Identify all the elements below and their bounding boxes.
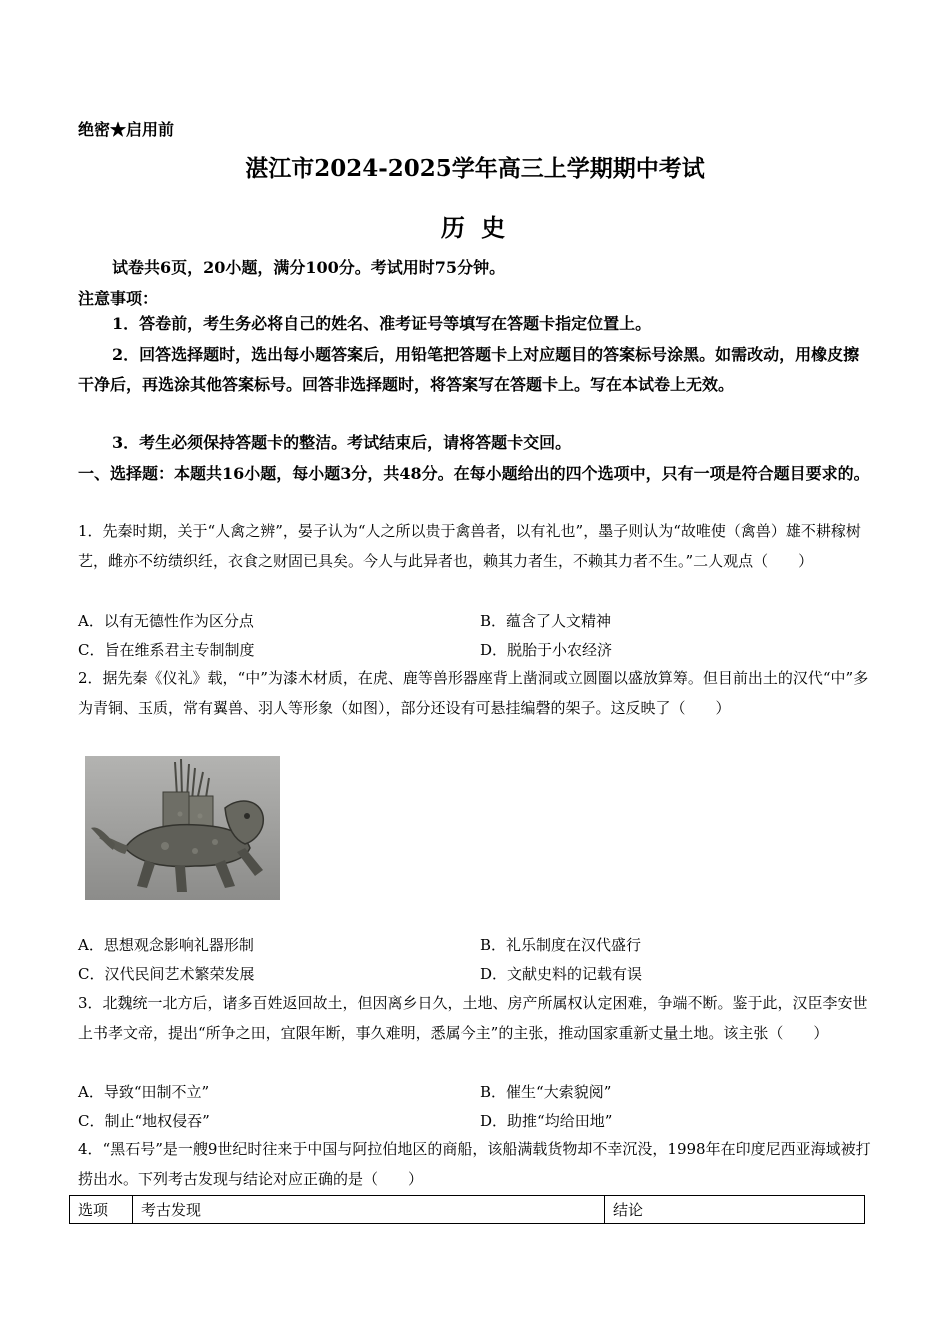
- bronze-beast-artifact-image: [85, 756, 280, 900]
- q3-option-a: A．导致“田制不立”: [78, 1083, 210, 1101]
- exam-title: 湛江市2024-2025学年高三上学期期中考试: [245, 155, 705, 182]
- q1-option-c: C．旨在维系君主专制制度: [78, 641, 255, 659]
- q2-option-d: D．文献史料的记载有误: [480, 965, 643, 983]
- q3-option-c: C．制止“地权侵吞”: [78, 1112, 210, 1130]
- confidential-label: 绝密★启用前: [78, 120, 175, 139]
- subject-title: 历 史: [440, 213, 510, 242]
- q2-option-a: A．思想观念影响礼器形制: [78, 936, 254, 954]
- note-2: 2．回答选择题时，选出每小题答案后，用铅笔把答题卡上对应题目的答案标号涂黑。如需改动，用橡皮擦干净后，再选涂其他答案标号。回答非选择题时，将答案写在答题卡上。写在本试卷上无效。: [78, 345, 860, 394]
- q1-option-a: A．以有无德性作为区分点: [78, 612, 254, 630]
- q1-option-d: D．脱胎于小农经济: [480, 641, 613, 659]
- q2-option-b: B．礼乐制度在汉代盛行: [480, 936, 642, 954]
- note-1: 1．答卷前，考生务必将自己的姓名、准考证号等填写在答题卡指定位置上。: [112, 314, 652, 333]
- question-4-stem: 4．“黑石号”是一艘9世纪时往来于中国与阿拉伯地区的商船，该船满载货物却不幸沉没，1998年在印度尼西亚海域被打捞出水。下列考古发现与结论对应正确的是（ ）: [78, 1140, 871, 1188]
- table-header-discovery: 考古发现: [133, 1196, 605, 1224]
- question-2-stem: 2．据先秦《仪礼》载，“中”为漆木材质，在虎、鹿等兽形器座背上凿洞或立圆圈以盛放算筹。但目前出土的汉代“中”多为青铜、玉质，常有翼兽、羽人等形象（如图），部分还设有可悬挂编磬的架子。这反映了（ ）: [78, 669, 869, 717]
- q3-option-d: D．助推“均给田地”: [480, 1112, 613, 1130]
- bronze-beast-artifact-icon: [85, 756, 280, 900]
- note-3: 3．考生必须保持答题卡的整洁。考试结束后，请将答题卡交回。: [112, 433, 572, 452]
- notice-label: 注意事项：: [78, 289, 159, 308]
- table-header-row: [70, 1196, 865, 1224]
- q2-option-c: C．汉代民间艺术繁荣发展: [78, 965, 255, 983]
- answer-table: [69, 1195, 865, 1224]
- table-header-conclusion: 结论: [605, 1196, 865, 1224]
- table-header-option: 选项: [70, 1196, 133, 1224]
- q3-option-b: B．催生“大索貌阅”: [480, 1083, 612, 1101]
- question-3-stem: 3．北魏统一北方后，诸多百姓返回故土，但因离乡日久，土地、房产所属权认定困难，争端不断。鉴于此，汉臣李安世上书孝文帝，提出“所争之田，宜限年断，事久难明，悉属今主”的主张，推动国家重新丈量土地。该主张（ ）: [78, 994, 868, 1042]
- q1-option-b: B．蕴含了人文精神: [480, 612, 612, 630]
- exam-summary: 试卷共6页，20小题，满分100分。考试用时75分钟。: [112, 258, 506, 277]
- question-1-stem: 1．先秦时期，关于“人禽之辨”，晏子认为“人之所以贵于禽兽者，以有礼也”，墨子则认为“故唯使（禽兽）雄不耕稼树艺，雌亦不纺绩织纴，衣食之财固已具矣。今人与此异者也，赖其力者生，不赖其力者不生。”二人观点（ ）: [78, 522, 861, 570]
- section-heading: 一、选择题：本题共16小题，每小题3分，共48分。在每小题给出的四个选项中，只有一项是符合题目要求的。: [78, 464, 870, 483]
